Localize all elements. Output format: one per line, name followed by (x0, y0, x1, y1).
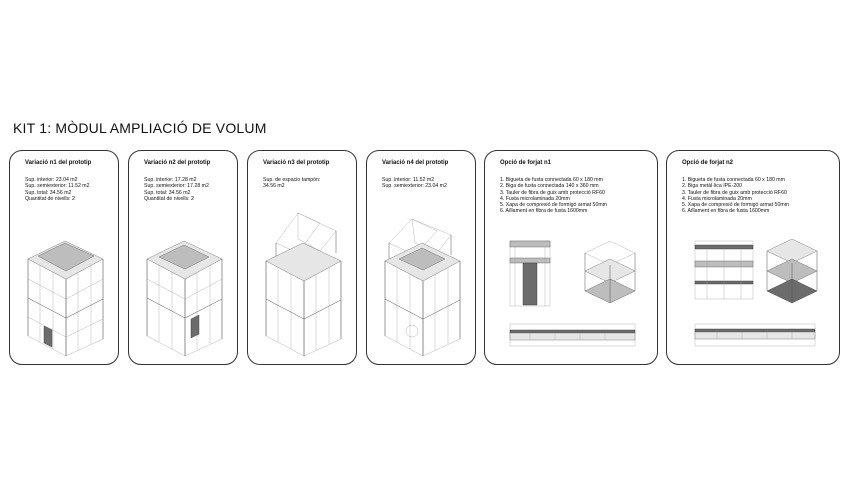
building-axonometric-drawing (129, 151, 239, 366)
card-title: Opció de forjat n2 (682, 160, 734, 166)
spec-line: Sup. total: 34.56 m2 (25, 189, 72, 196)
slab-detail-drawing (667, 151, 841, 366)
page-title: KIT 1: MÒDUL AMPLIACIÓ DE VOLUM (13, 120, 267, 136)
building-axonometric-drawing (367, 151, 477, 366)
slab-detail-drawing (485, 151, 659, 366)
spec-line: Sup. interior: 11.52 m2 (382, 177, 435, 183)
spec-line: 4. Fusta microlaminada 20mm (500, 195, 570, 202)
building-axonometric-drawing (10, 151, 120, 366)
spec-line: Quantitat de nivells: 2 (25, 195, 75, 202)
slab-option-card-1 (484, 150, 658, 365)
card-title: Variació n3 del prototip (263, 160, 330, 166)
spec-line: 3. Tauler de fibra de guix amb protecció RF60 (682, 189, 787, 196)
spec-line: 5. Xapa de compresió de formigó armat 50mm (500, 202, 607, 209)
building-axonometric-drawing (248, 151, 358, 366)
card-title: Opció de forjat n1 (500, 160, 552, 166)
spec-line: Sup. interior: 23.04 m2 (25, 177, 78, 183)
spec-line: 2. Biga de fusta connectada 140 x 360 mm (500, 183, 599, 190)
spec-line: Sup. de espacio tampón: (263, 177, 321, 183)
spec-line: 4. Fusta microlaminada 20mm (682, 195, 752, 202)
spec-line: Sup. semiexterior: 17.28 m2 (144, 183, 209, 190)
spec-line: 6. Aïllament en fibra de fusta 1600mm (682, 208, 770, 215)
spec-line: Sup. interior: 17.28 m2 (144, 177, 197, 183)
spec-line: 2. Biga metàl·lica IPE-200 (682, 183, 742, 190)
card-title: Variació n4 del prototip (382, 160, 449, 166)
spec-line: Sup. total: 34.56 m2 (144, 189, 191, 196)
spec-line: 6. Aïllament en fibra de fusta 1600mm (500, 208, 588, 215)
spec-line: Sup. semiexterior: 11.52 m2 (25, 183, 90, 190)
spec-line: Quantitat de nivells: 2 (144, 195, 194, 202)
variation-card-1 (9, 150, 119, 365)
spec-line: 5. Xapa de compresió de formigó armat 50mm (682, 202, 789, 209)
card-title: Variació n1 del prototip (25, 160, 92, 166)
spec-line: 34.56 m2 (263, 183, 285, 190)
variation-card-4 (366, 150, 476, 365)
spec-line: 1. Bigueta de fusta connectada 60 x 180 mm (500, 177, 603, 183)
variation-card-3 (247, 150, 357, 365)
slab-option-card-2 (666, 150, 840, 365)
spec-line: Sup. semiexterior: 23.04 m2 (382, 183, 447, 190)
spec-line: 1. Bigueta de fusta connectada 60 x 180 mm (682, 177, 785, 183)
variation-card-2 (128, 150, 238, 365)
card-title: Variació n2 del prototip (144, 160, 211, 166)
spec-line: 3. Tauler de fibra de guix amb protecció RF60 (500, 189, 605, 196)
